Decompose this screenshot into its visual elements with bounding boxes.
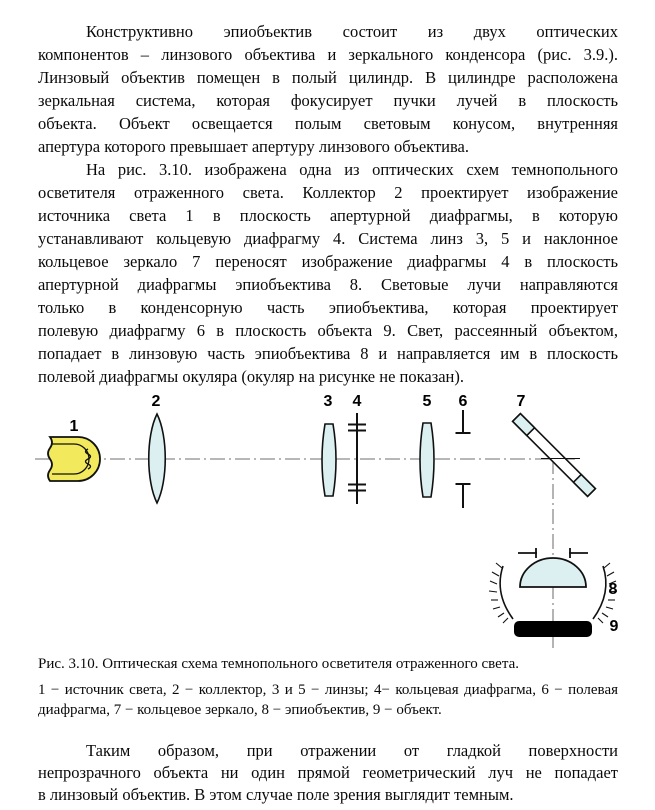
epiobjective-dome-shape [520,558,586,587]
label-8-epiobjective: 8 [608,581,618,598]
text-line: Таким образом, при отражении от гладкой поверхности [86,741,618,760]
label-6-field-diaphragm: 6 [458,393,468,410]
figure-caption [38,654,618,720]
text-line: объекта. Объект освещается полым световым конусом, внутренняя [38,114,618,133]
condenser-mirror-left [489,563,513,623]
text-line: зеркальная система, которая фокусирует пучки лучей в плоскость [38,91,618,110]
light-source-lamp-shape [48,437,100,481]
text-line: На рис. 3.10. изображена одна из оптических схем темнопольного [86,160,618,179]
text-line: в линзовый объектив. В этом случае поле зрения выглядит темным. [38,785,514,804]
text-line: попадает в линзовую часть эпиобъектива 8 и направляется им в плоскость [38,344,618,363]
paragraph-2 [38,158,618,388]
label-7-ring-mirror: 7 [516,393,526,410]
text-line: апертура которого превышает апертуру линзового объектива. [38,137,470,156]
collector-lens-shape [149,414,166,503]
figure-3-10 [0,388,618,650]
paragraph-1 [38,20,618,158]
text-line: непрозрачного объекта ни один прямой геометрический луч не попадает [38,763,618,782]
legend-line: 1 − источник света, 2 − коллектор, 3 и 5 − линзы; 4− кольцевая диафрагма, 6 − полевая [38,682,618,698]
paragraph-3 [38,740,618,806]
label-5-lens: 5 [422,393,432,410]
label-4-ring-diaphragm: 4 [352,393,362,410]
label-2-collector: 2 [151,393,161,410]
text-line: устанавливают кольцевую диафрагму 4. Система линз 3, 5 и наклонное [38,229,618,248]
text-line: осветителя отраженного света. Коллектор 2 проектирует изображение [38,183,618,202]
legend-line: диафрагма, 7 − кольцевое зеркало, 8 − эпиобъектив, 9 − объект. [38,702,442,718]
text-line: компонентов – линзового объектива и зеркального конденсора (рис. 3.9.). [38,45,618,64]
label-3-lens: 3 [323,393,333,410]
text-line: Линзовый объектив помещен в полый цилиндр. В цилиндре расположена [38,68,618,87]
text-line: Конструктивно эпиобъектив состоит из двух оптических [86,22,618,41]
lens-3-shape [322,424,336,496]
lens-5-shape [420,423,434,497]
text-line: источника света 1 в плоскость апертурной диафрагмы, в которую [38,206,618,225]
text-line: полевой диафрагмы окуляра (окуляр на рисунке не показан). [38,367,464,386]
text-line: кольцевое зеркало 7 переносят изображение диафрагмы 4 в плоскость [38,252,618,271]
label-1-light-source: 1 [69,418,79,435]
text-line: полевую диафрагму 6 в плоскость объекта 9. Свет, рассеянный объектом, [38,321,618,340]
figure-legend [38,680,618,720]
label-9-object: 9 [609,618,619,635]
text-line: только в конденсорную часть эпиобъектива, которая проектирует [38,298,618,317]
text-line: апертурной диафрагмы эпиобъектива 8. Световые лучи направляются [38,275,618,294]
ring-mirror-shape [513,414,596,497]
optical-scheme-diagram [0,388,655,650]
figure-caption-title: Рис. 3.10. Оптическая схема темнопольного осветителя отраженного света. [38,656,519,672]
object-bar-shape [514,621,592,637]
